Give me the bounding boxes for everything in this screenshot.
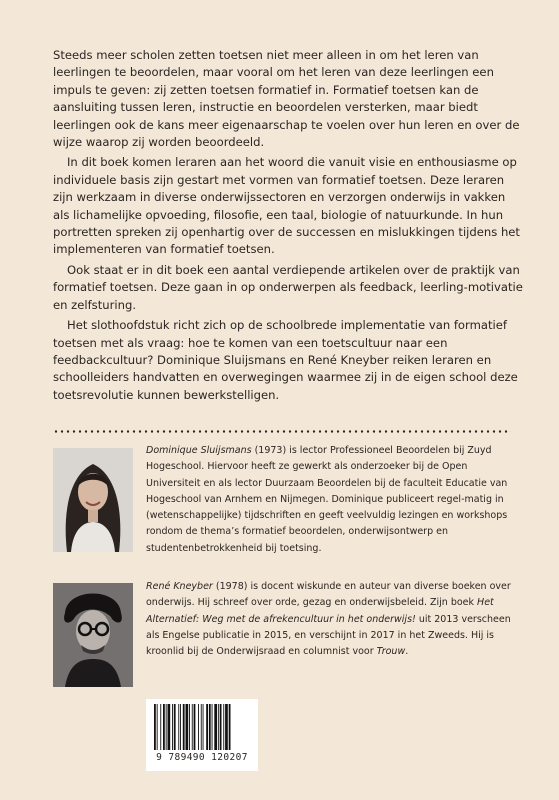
blurb-paragraph-4: Het slothoofdstuk richt zich op de schoolbrede implementatie van formatief toetsen met als vraag: hoe te komen van een toetscultuur naar een feedbackcultuur? Dominique Sluijsmans en René Kneyber reiken leraren en schoolleiders handvatten en overwegingen waarmee zij in de eigen school deze toetsrevolutie kunnen bewerkstelligen. (53, 318, 518, 402)
book-title: Het Alternatief: Weg met de afrekencultuur in het onderwijs! (146, 597, 494, 625)
back-cover-blurb (53, 47, 523, 407)
isbn-number: 9 789490 120207 (156, 752, 248, 763)
author-photo-dominique (53, 448, 133, 552)
author-bio-text: (1973) is lector Professioneel Beoordelen bij Zuyd Hogeschool. Hiervoor heeft ze gewerkt als onderzoeker bij de Open Universiteit en als lector Duurzaam Beoordelen bij de faculteit Educatie van Hogeschool van Arnhem en Nijmegen. Dominique publiceert regel-matig in (wetenschappelijke) tijdschriften en geeft veelvuldig lezingen en workshops rondom de thema’s formatief beoordelen, onderwijsontwerp en studentenbetrokkenheid bij toetsing. (146, 445, 508, 554)
author-bio-rene (146, 579, 524, 660)
author-bio-dominique (146, 443, 524, 557)
author-bio-text: (1978) is docent wiskunde en auteur van diverse boeken over onderwijs. Hij schreef over orde, gezag en onderwijsbeleid. Zijn boek (146, 581, 511, 609)
blurb-paragraph-3: Ook staat er in dit boek een aantal verdiepende artikelen over de praktijk van formatief toetsen. Deze gaan in op onderwerpen als feedback, leerling-motivatie en zelfsturing. (53, 262, 523, 312)
author-bio-text-2: uit 2013 verscheen als Engelse publicatie in 2015, en verschijnt in 2017 in het Zweeds. Hij is kroonlid bij de Onderwijsraad en columnist voor (146, 613, 511, 658)
author-photo-rene (53, 583, 133, 687)
dotted-divider (53, 430, 511, 433)
barcode-bars (154, 704, 250, 750)
blurb-paragraph-1: Steeds meer scholen zetten toetsen niet meer alleen in om het leren van leerlingen te beoordelen, maar vooral om het leren van deze leerlingen een impuls te geven: zij zetten toetsen formatief in. Formatief toetsen kan de aansluiting tussen leren, instructie en beoordelen versterken, maar biedt leerlingen ook de kans meer eigenaarschap te voelen over hun leren en over de wijze waarop zij worden beoordeeld. (53, 48, 520, 150)
author-bio-text-3: . (405, 646, 409, 658)
author-name: René Kneyber (146, 581, 213, 592)
blurb-paragraph-2: In dit boek komen leraren aan het woord die vanuit visie en enthousiasme op individuele basis zijn gestart met vormen van formatief toetsen. Deze leraren zijn werkzaam in diverse onderwijssectoren en verzorgen onderwijs in vakken als lichamelijke opvoeding, filosofie, een taal, biologie of natuurkunde. In hun portretten spreken zij openhartig over de successen en mislukkingen tijdens het implementeren van formatief toetsen. (53, 155, 520, 257)
author-name: Dominique Sluijsmans (146, 445, 252, 456)
newspaper-name: Trouw (376, 646, 406, 658)
isbn-barcode (146, 699, 258, 771)
